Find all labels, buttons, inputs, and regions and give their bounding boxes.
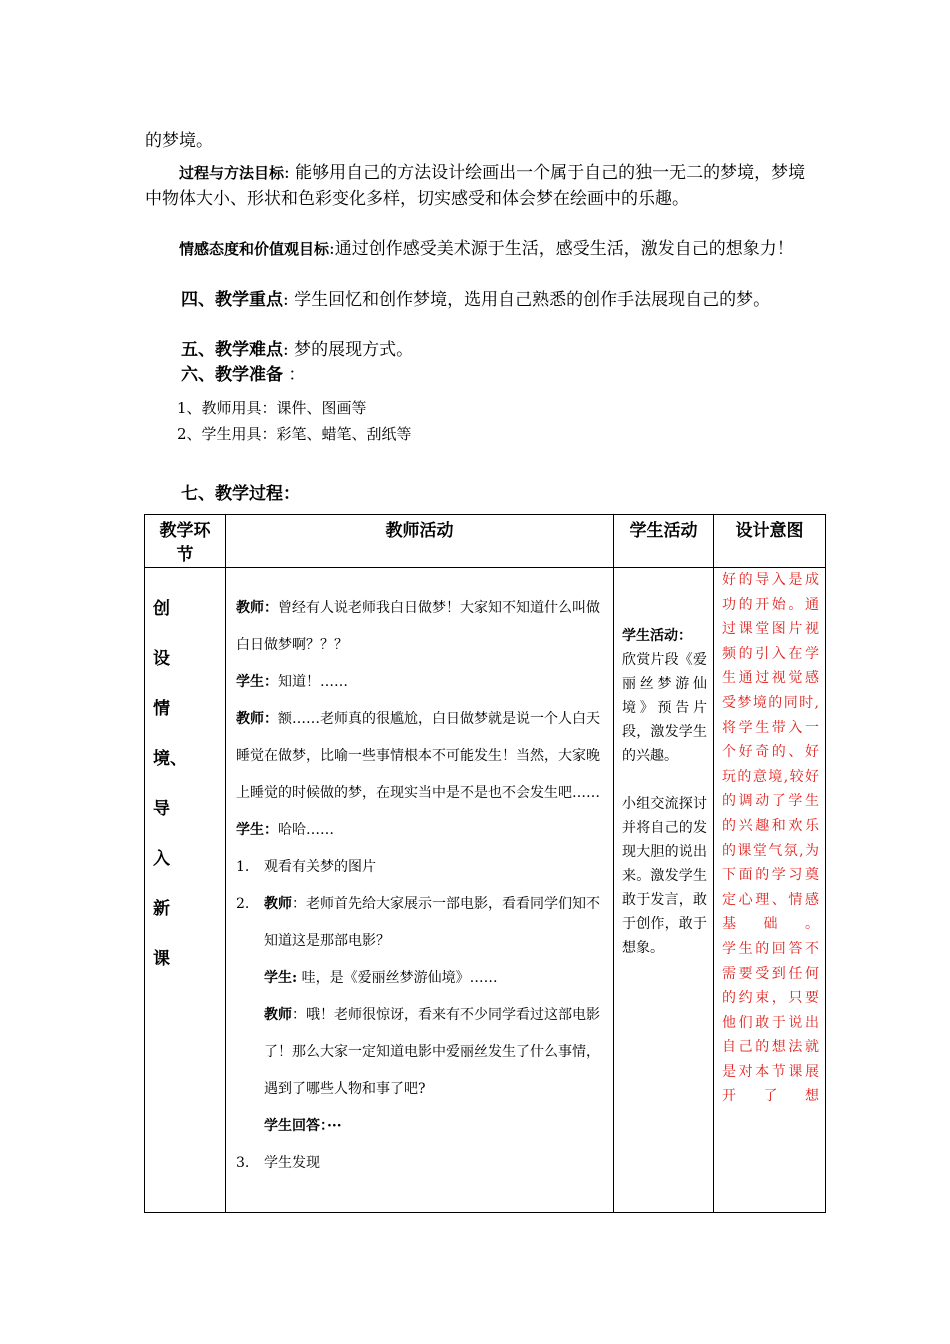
step-2-answer: 学生回答：··· xyxy=(264,1118,342,1134)
header-design-intent: 设计意图 xyxy=(714,515,826,568)
step-3: 3. 学生发现 xyxy=(236,1155,320,1171)
teaching-difficulty-text: : 梦的展现方式。 xyxy=(283,340,414,360)
teaching-process-title: 七、教学过程： xyxy=(181,484,300,504)
emotion-goal-label: 情感态度和价值观目标 xyxy=(179,240,330,258)
teaching-prep xyxy=(145,362,810,388)
teaching-prep-label: 六、教学准备 xyxy=(181,365,283,385)
teaching-key-label: 四、教学重点 xyxy=(181,290,283,310)
intro-line0: 的梦境。 xyxy=(145,131,213,151)
stage-char: 创 xyxy=(153,599,170,619)
stage-char: 入 xyxy=(153,849,170,869)
stage-char: 课 xyxy=(153,949,170,969)
prep-item: 2、学生用具：彩笔、蜡笔、刮纸等 xyxy=(177,425,412,443)
dialogue-teacher-1: 教师：曾经有人说老师我白日做梦！大家知不知道什么叫做白日做梦啊？？？ xyxy=(236,600,600,653)
student-activity-label: 学生活动： xyxy=(622,628,692,644)
dialogue-student-2: 学生：哈哈…… xyxy=(236,822,334,838)
header-teacher-activity: 教师活动 xyxy=(226,515,614,568)
process-goal-label: 过程与方法目标 xyxy=(179,164,285,182)
stage-char: 境、 xyxy=(153,749,187,769)
step-2-teacher: 教师：哦！老师很惊讶，看来有不少同学看过这部电影了！那么大家一定知道电影中爱丽丝发生了什么事情，遇到了哪些人物和事了吧? xyxy=(264,1007,600,1097)
step-1: 1. 观看有关梦的图片 xyxy=(236,859,376,875)
teaching-prep-colon: ： xyxy=(283,365,306,385)
design-intent-text-2: 学生的回答不需要受到任何的约束，只要他们敢于说出自己的想法就是对本节课展开了想 xyxy=(722,940,819,1105)
emotion-goal xyxy=(145,236,810,262)
header-stage: 教学环节 xyxy=(145,515,226,568)
student-activity-text-2: 小组交流探讨并将自己的发现大胆的说出来。激发学生敢于发言，敢于创作，敢于想象。 xyxy=(622,796,707,956)
design-intent-text-1: 好的导入是成功的开始。通过课堂图片视频的引入在学生通过视觉感受梦境的同时,将学生带入一个好奇的、好玩的意境,较好的调动了学生的兴趣和欢乐的课堂气氛,为下面的学习奠定心理、情感基础。 xyxy=(722,572,819,933)
prep-item: 1、教师用具：课件、图画等 xyxy=(177,399,367,417)
stage-char: 设 xyxy=(153,649,170,669)
stage-char: 导 xyxy=(153,799,170,819)
teaching-difficulty xyxy=(145,337,810,363)
student-activity-text-1: 欣赏片段《爱丽丝梦游仙境》预告片段，激发学生的兴趣。 xyxy=(622,652,707,764)
step-2: 2. 教师：老师首先给大家展示一部电影，看看同学们知不知道这是那部电影？ xyxy=(236,896,600,949)
stage-char: 新 xyxy=(153,899,170,919)
teaching-key-text: : 学生回忆和创作梦境，选用自己熟悉的创作手法展现自己的梦。 xyxy=(283,290,771,310)
dialogue-student-1: 学生：知道！…… xyxy=(236,674,348,690)
process-goal xyxy=(145,160,810,212)
teaching-process-table xyxy=(144,514,826,1213)
dialogue-teacher-2: 教师：额……老师真的很尴尬，白日做梦就是说一个人白天睡觉在做梦，比喻一些事情根本不可能发生！当然，大家晚上睡觉的时候做的梦，在现实当中是不是也不会发生吧…… xyxy=(236,711,600,801)
step-2-student: 学生: 哇，是《爱丽丝梦游仙境》…… xyxy=(264,970,498,986)
process-goal-text: : 能够用自己的方法设计绘画出一个属于自己的独一无二的梦境，梦境中物体大小、形状和色彩变化多样，切实感受和体会梦在绘画中的乐趣。 xyxy=(145,163,806,209)
teaching-key-point xyxy=(145,287,810,313)
teaching-difficulty-label: 五、教学难点 xyxy=(181,340,283,360)
design-intent-cell xyxy=(714,568,826,1213)
stage-char: 情 xyxy=(153,699,170,719)
emotion-goal-text: :通过创作感受美术源于生活，感受生活，激发自己的想象力！ xyxy=(329,239,794,259)
student-activity-cell xyxy=(614,568,714,1213)
teacher-activity-cell xyxy=(226,568,614,1213)
header-student-activity: 学生活动 xyxy=(614,515,714,568)
stage-cell xyxy=(145,568,226,1213)
